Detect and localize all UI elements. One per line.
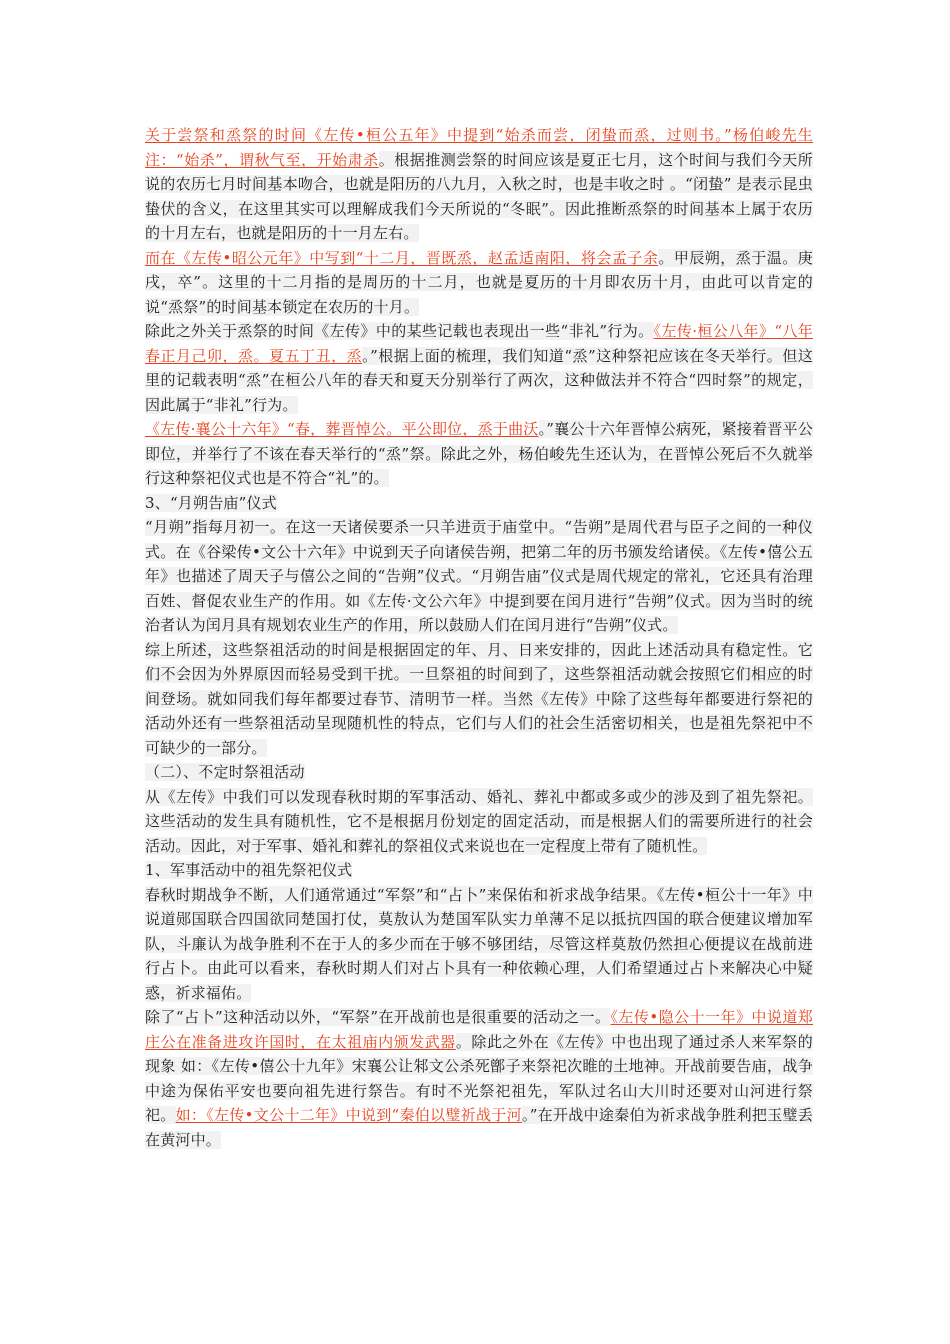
body-text: 除了“占卜”这种活动以外，“军祭”在开战前也是很重要的活动之一。 (145, 1008, 611, 1026)
quote-highlight: 《左传·桓公八年》“八年春正月己卯，烝。夏五丁丑，烝 (145, 322, 813, 365)
heading-text: 3、“月朔告庙”仪式 (145, 493, 277, 512)
body-text: 。”在开战中途秦伯为祈求战争胜利把玉璧丢在黄河中。 (145, 1106, 814, 1149)
paragraph (145, 515, 813, 638)
quote-highlight: 《左传·襄公十六年》“春，葬晋悼公。平公即位，烝于曲沃 (145, 420, 539, 438)
document-body (145, 123, 813, 1152)
paragraph (145, 246, 813, 320)
body-text: 。除此之外在《左传》中也出现了通过杀人来军祭的现象 如：《左传•僖公十九年》宋襄公让邾文公杀死鄫子来祭祀次睢的土地神。开战前要告庙，战争中途为保佑平安也要向祖先进行祭告。有时不光祭祀祖先，军队过名山大川时还要对山河进行祭祀。 (145, 1032, 813, 1124)
paragraph (145, 319, 813, 417)
section-heading (145, 858, 813, 883)
quote-highlight: 关于尝祭和烝祭的时间《左传•桓公五年》中提到“始杀而尝，闭蛰而烝，过则书。”杨伯峻先生注：“始杀”，谓秋气至，开始肃杀 (145, 126, 813, 169)
paragraph (145, 785, 813, 859)
body-text: 从《左传》中我们可以发现春秋时期的军事活动、婚礼、葬礼中都或多或少的涉及到了祖先祭祀。这些活动的发生具有随机性，它不是根据月份划定的固定活动，而是根据人们的需要所进行的社会活动。因此，对于军事、婚礼和葬礼的祭祖仪式来说也在一定程度上带有了随机性。 (145, 787, 813, 855)
body-text: 。”根据上面的梳理，我们知道“烝”这种祭祀应该在冬天举行。但这里的记载表明“烝”在桓公八年的春天和夏天分别举行了两次，这种做法并不符合“四时祭”的规定，因此属于“非礼”行为。 (145, 346, 813, 414)
body-text: 春秋时期战争不断，人们通常通过“军祭”和“占卜”来保佑和祈求战争结果。《左传•桓公十一年》中说道郧国联合四国欲同楚国打仗，莫敖认为楚国军队实力单薄不足以抵抗四国的联合便建议增加军队，斗廉认为战争胜利不在于人的多少而在于够不够团结，尽管这样莫敖仍然担心便提议在战前进行占卜。由此可以看来，春秋时期人们对占卜具有一种依赖心理，人们希望通过占卜来解决心中疑惑，祈求福佑。 (145, 885, 813, 1002)
body-text: 。甲辰朔，烝于温。庚戌，卒”。这里的十二月指的是周历的十二月，也就是夏历的十月即农历十月，由此可以肯定的说“烝祭”的时间基本锁定在农历的十月。 (145, 248, 813, 316)
paragraph (145, 1005, 813, 1152)
body-text: 。”襄公十六年晋悼公病死，紧接着晋平公即位，并举行了不该在春天举行的“烝”祭。除此之外，杨伯峻先生还认为，在晋悼公死后不久就举行这种祭祀仪式也是不符合“礼”的。 (145, 420, 813, 487)
heading-text: 1、军事活动中的祖先祭祀仪式 (145, 861, 353, 879)
body-text: “月朔”指每月初一。在这一天诸侯要杀一只羊进贡于庙堂中。“告朔”是周代君与臣子之间的一种仪式。在《谷梁传•文公十六年》中说到天子向诸侯告朔，把第二年的历书颁发给诸侯。《左传•僖公五年》也描述了周天子与僖公之间的“告朔”仪式。“月朔告庙”仪式是周代规定的常礼，它还具有治理百姓、督促农业生产的作用。如《左传·文公六年》中提到要在闰月进行“告朔”仪式。因为当时的统治者认为闰月具有规划农业生产的作用，所以鼓励人们在闰月进行“告朔”仪式。 (145, 518, 813, 634)
paragraph (145, 123, 813, 246)
body-text: 。根据推测尝祭的时间应该是夏正七月，这个时间与我们今天所说的农历七月时间基本吻合，也就是阳历的八九月，入秋之时，也是丰收之时 。“闭蛰” 是表示昆虫蛰伏的含义，在这里其实可以理解成我们今天所说的“冬眠”。因此推断烝祭的时间基本上属于农历的十月左右，也就是阳历的十一月左右。 (145, 150, 813, 242)
quote-highlight: 《左传•隐公十一年》中说道郑庄公在准备进攻许国时，在太祖庙内颁发武器 (145, 1008, 814, 1051)
quote-highlight: 而在《左传•昭公元年》中写到“十二月，晋既烝，赵孟适南阳，将会孟子余 (145, 248, 659, 267)
heading-text: （二）、不定时祭祖活动 (145, 763, 305, 781)
body-text: 综上所述，这些祭祖活动的时间是根据固定的年、月、日来安排的，因此上述活动具有稳定性。它们不会因为外界原因而轻易受到干扰。一旦祭祖的时间到了，这些祭祖活动就会按照它们相应的时间登场。就如同我们每年都要过春节、清明节一样。当然《左传》中除了这些每年都要进行祭祀的活动外还有一些祭祖活动呈现随机性的特点，它们与人们的社会生活密切相关，也是祖先祭祀中不可缺少的一部分。 (145, 640, 813, 757)
section-heading (145, 491, 813, 516)
section-heading (145, 760, 813, 785)
body-text: 除此之外关于烝祭的时间《左传》中的某些记载也表现出一些“非礼”行为。 (145, 322, 654, 340)
paragraph (145, 883, 813, 1006)
quote-highlight: 如：《左传•文公十二年》中说到“秦伯以璧祈战于河 (175, 1106, 522, 1124)
paragraph (145, 417, 813, 491)
paragraph (145, 638, 813, 761)
